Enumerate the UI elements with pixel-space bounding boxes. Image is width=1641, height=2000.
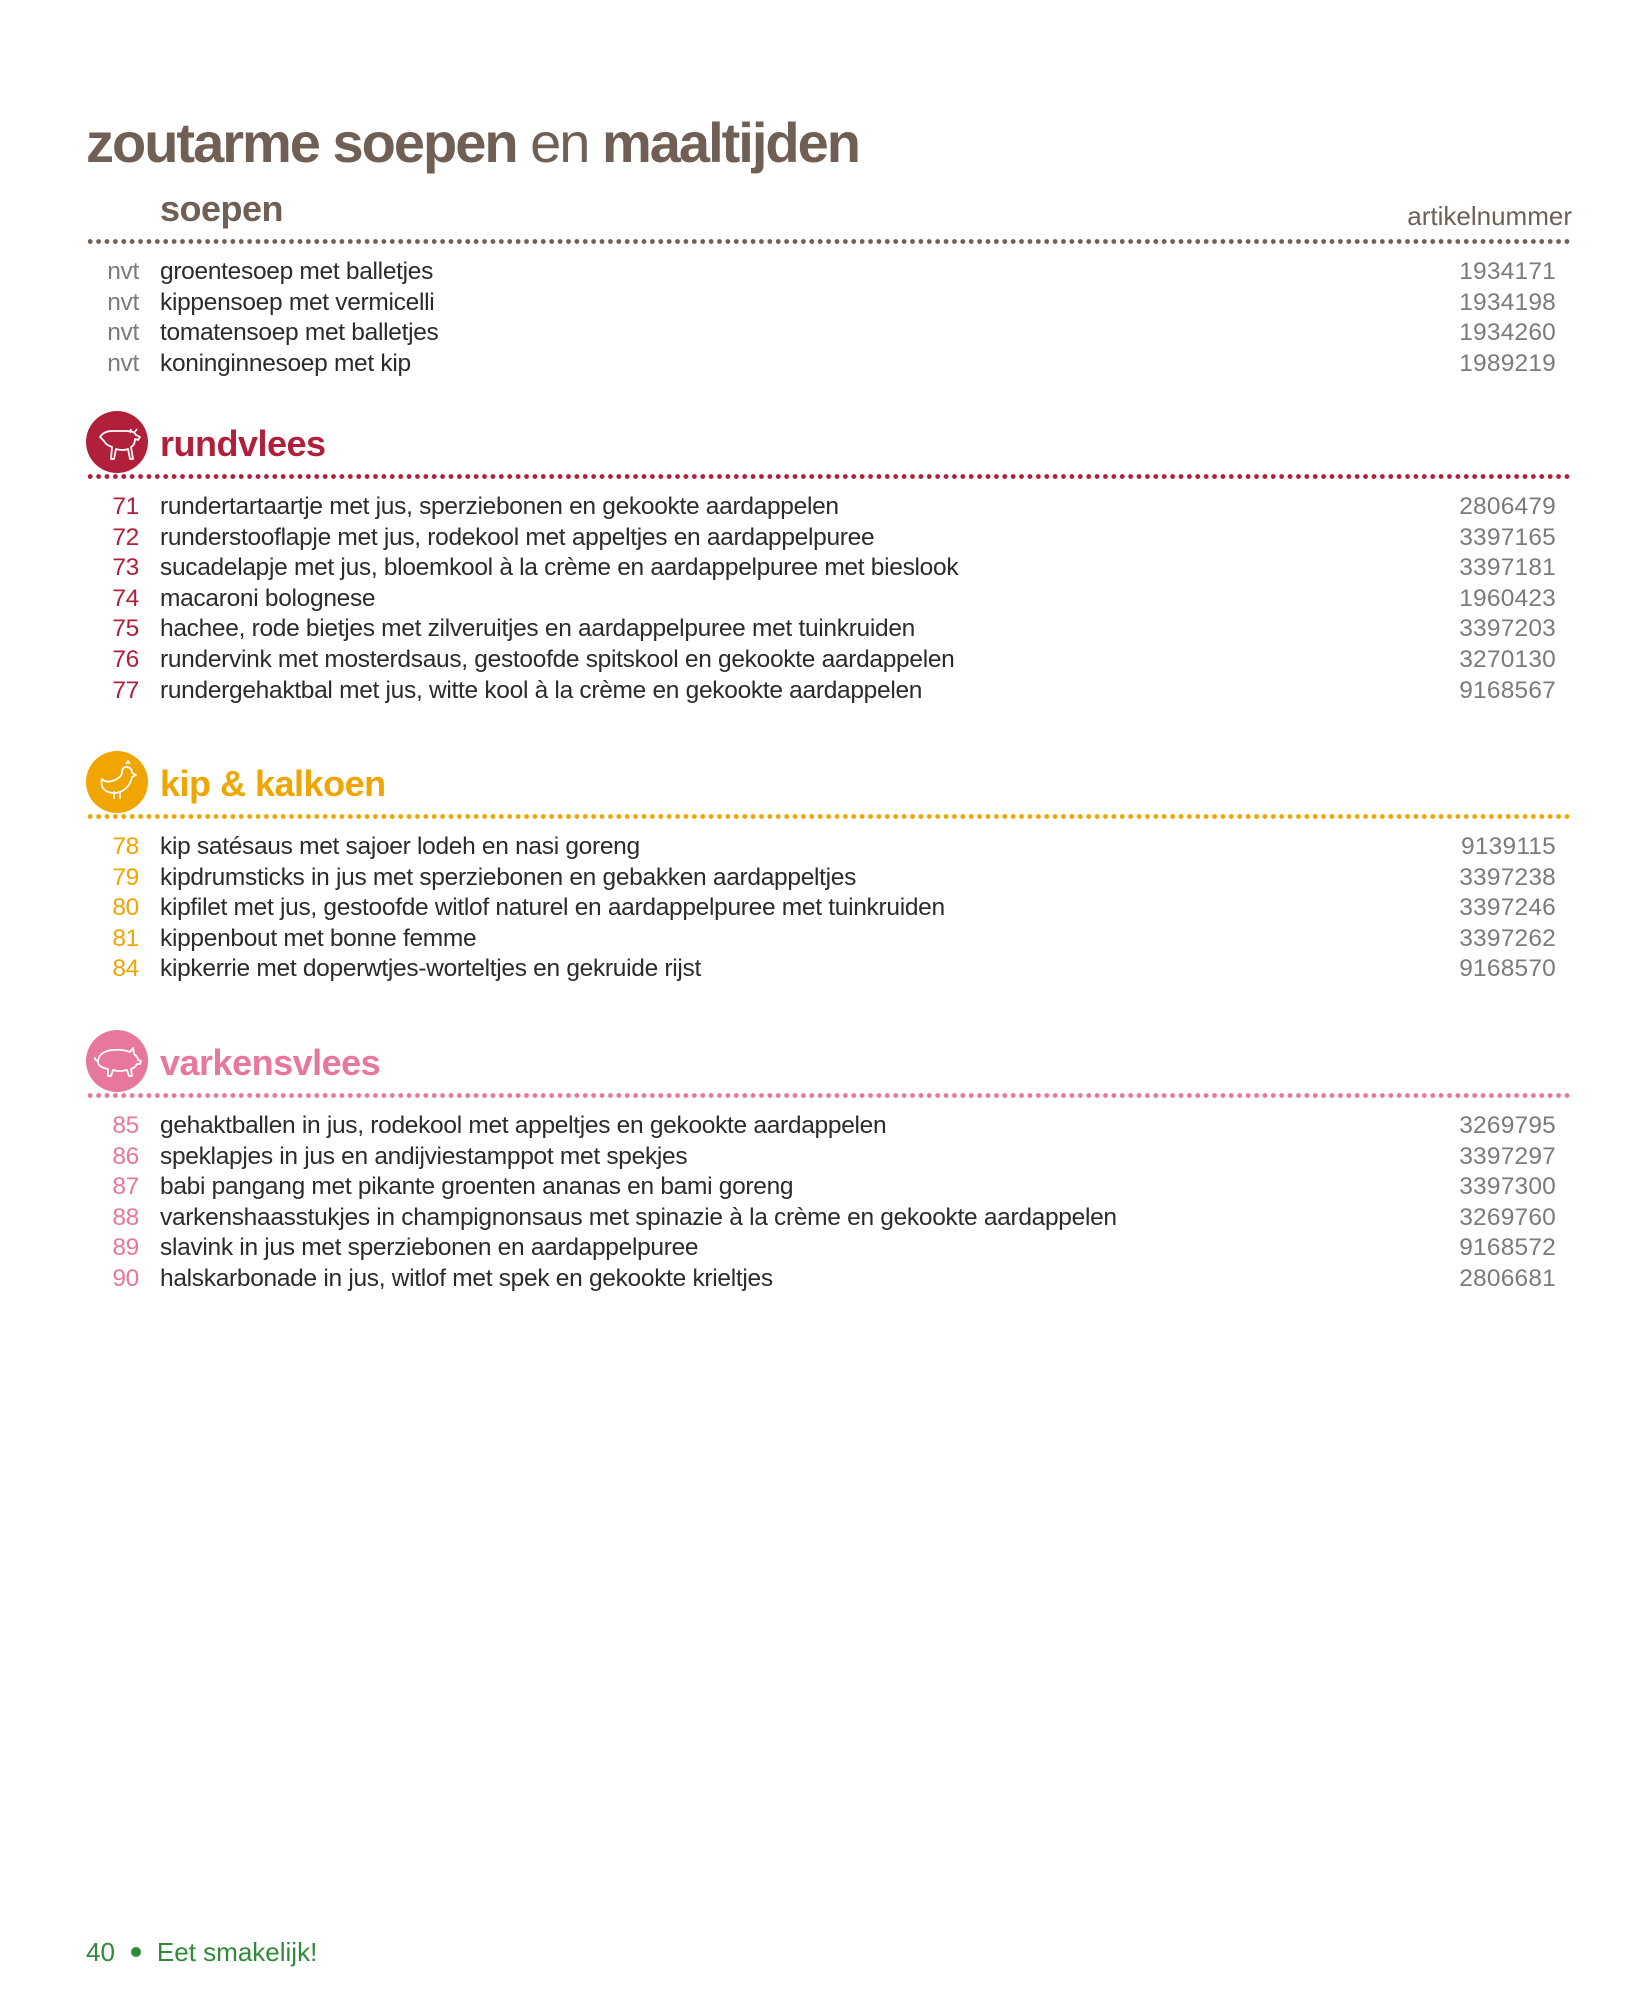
table-row (86, 492, 1572, 523)
section-header (86, 751, 1572, 811)
article-number: 3269760 (1459, 1203, 1556, 1231)
article-number: 1934260 (1459, 319, 1556, 347)
item-description: hachee, rode bietjes met zilveruitjes en aardappelpuree met tuinkruiden (160, 615, 915, 643)
article-number: 1934171 (1459, 258, 1556, 285)
table-row (86, 1142, 1572, 1173)
page-number: 40 (86, 1937, 115, 1967)
item-description: kipkerrie met doperwtjes-worteltjes en gekruide rijst (160, 955, 702, 983)
item-description: kipdrumsticks in jus met sperziebonen en gebakken aardappeltjes (160, 863, 857, 891)
table-row (86, 349, 1572, 380)
item-description: rundervink met mosterdsaus, gestoofde spitskool en gekookte aardappelen (160, 645, 955, 673)
item-description: gehaktballen in jus, rodekool met appeltjes en gekookte aardappelen (160, 1112, 887, 1139)
table-row (86, 676, 1572, 707)
table-row (86, 1203, 1572, 1234)
dotted-divider (86, 238, 1572, 245)
page-title (86, 108, 859, 178)
item-number: 77 (112, 676, 139, 704)
item-description: halskarbonade in jus, witlof met spek en gekookte krieltjes (160, 1264, 773, 1292)
item-number: 87 (112, 1173, 139, 1201)
item-number: 90 (112, 1264, 139, 1292)
item-list (86, 832, 1572, 985)
item-description: kippenbout met bonne femme (160, 924, 477, 952)
item-description: babi pangang met pikante groenten ananas en bami goreng (160, 1173, 794, 1201)
item-description: rundertartaartje met jus, sperziebonen en gekookte aardappelen (160, 493, 839, 520)
section-header (86, 176, 1572, 236)
dotted-divider (86, 813, 1572, 820)
item-number: 89 (112, 1234, 139, 1262)
table-row (86, 863, 1572, 894)
article-number: 3397203 (1459, 615, 1556, 643)
article-number: 3397181 (1459, 554, 1556, 582)
title-part-1: zoutarme soepen (86, 111, 517, 174)
article-number: 9168570 (1459, 955, 1556, 983)
table-row (86, 924, 1572, 955)
item-number: 84 (112, 955, 139, 983)
section-title: kip & kalkoen (160, 763, 386, 804)
article-number: 3397297 (1459, 1142, 1556, 1170)
section-header (86, 411, 1572, 471)
item-number: 81 (112, 924, 139, 952)
item-description: sucadelapje met jus, bloemkool à la crème en aardappelpuree met bieslook (160, 554, 959, 582)
section-title: varkensvlees (160, 1042, 381, 1083)
item-number: 72 (112, 523, 139, 551)
dotted-divider (86, 1092, 1572, 1099)
item-number: 71 (112, 493, 139, 520)
title-part-3: maaltijden (601, 111, 859, 174)
pig-icon (86, 1030, 148, 1092)
item-number: nvt (107, 288, 139, 316)
article-number: 9139115 (1461, 833, 1556, 860)
section-header (86, 1030, 1572, 1090)
item-number: nvt (107, 349, 139, 377)
section-varkensvlees (86, 1030, 1572, 1295)
section-soepen (86, 176, 1572, 379)
table-row (86, 1264, 1572, 1295)
item-description: groentesoep met balletjes (160, 258, 434, 285)
item-number: 85 (112, 1112, 139, 1139)
item-number: nvt (107, 319, 139, 347)
item-number: 75 (112, 615, 139, 643)
item-description: rundergehaktbal met jus, witte kool à la crème en gekookte aardappelen (160, 676, 923, 704)
article-number: 9168572 (1459, 1234, 1556, 1262)
article-number: 3397165 (1459, 523, 1556, 551)
table-row (86, 318, 1572, 349)
article-number: 3269795 (1459, 1112, 1556, 1139)
item-number: 73 (112, 554, 139, 582)
item-number: 80 (112, 894, 139, 922)
article-number: 3397262 (1459, 924, 1556, 952)
table-row (86, 584, 1572, 615)
table-row (86, 645, 1572, 676)
item-number: 86 (112, 1142, 139, 1170)
item-number: 88 (112, 1203, 139, 1231)
article-number: 1960423 (1459, 584, 1556, 612)
table-row (86, 1111, 1572, 1142)
dotted-divider (86, 473, 1572, 480)
table-row (86, 893, 1572, 924)
item-description: kippensoep met vermicelli (160, 288, 435, 316)
table-row (86, 614, 1572, 645)
item-description: kipfilet met jus, gestoofde witlof naturel en aardappelpuree met tuinkruiden (160, 894, 945, 922)
table-row (86, 288, 1572, 319)
item-description: tomatensoep met balletjes (160, 319, 439, 347)
item-number: 76 (112, 645, 139, 673)
article-number: 9168567 (1459, 676, 1556, 704)
column-header-artikelnummer: artikelnummer (1407, 201, 1572, 231)
section-title: rundvlees (160, 423, 326, 464)
article-number: 3397300 (1459, 1173, 1556, 1201)
table-row (86, 523, 1572, 554)
article-number: 2806479 (1459, 493, 1556, 520)
item-description: kip satésaus met sajoer lodeh en nasi goreng (160, 833, 640, 860)
section-title: soepen (160, 188, 284, 229)
article-number: 1934198 (1459, 288, 1556, 316)
table-row (86, 257, 1572, 288)
item-number: 74 (112, 584, 139, 612)
footer (86, 1937, 317, 1968)
table-row (86, 553, 1572, 584)
item-description: speklapjes in jus en andijviestamppot met spekjes (160, 1142, 688, 1170)
item-description: slavink in jus met sperziebonen en aardappelpuree (160, 1234, 699, 1262)
table-row (86, 1172, 1572, 1203)
item-description: varkenshaasstukjes in champignonsaus met spinazie à la crème en gekookte aardappelen (160, 1203, 1117, 1231)
item-number: 78 (112, 833, 139, 860)
item-number: 79 (112, 863, 139, 891)
item-number: nvt (107, 258, 139, 285)
bullet-icon (131, 1947, 141, 1957)
item-list (86, 1111, 1572, 1295)
section-rundvlees (86, 411, 1572, 706)
article-number: 3397238 (1459, 863, 1556, 891)
item-description: koninginnesoep met kip (160, 349, 411, 377)
item-list (86, 492, 1572, 706)
table-row (86, 832, 1572, 863)
article-number: 2806681 (1459, 1264, 1556, 1292)
section-kip-kalkoen (86, 751, 1572, 985)
article-number: 3397246 (1459, 894, 1556, 922)
table-row (86, 1233, 1572, 1264)
article-number: 3270130 (1459, 645, 1556, 673)
article-number: 1989219 (1459, 349, 1556, 377)
table-row (86, 954, 1572, 985)
title-part-2: en (530, 111, 589, 174)
cow-icon (86, 411, 148, 473)
item-description: runderstooflapje met jus, rodekool met appeltjes en aardappelpuree (160, 523, 875, 551)
chicken-icon (86, 751, 148, 813)
footer-text: Eet smakelijk! (156, 1937, 318, 1967)
item-description: macaroni bolognese (160, 584, 376, 612)
item-list (86, 257, 1572, 379)
